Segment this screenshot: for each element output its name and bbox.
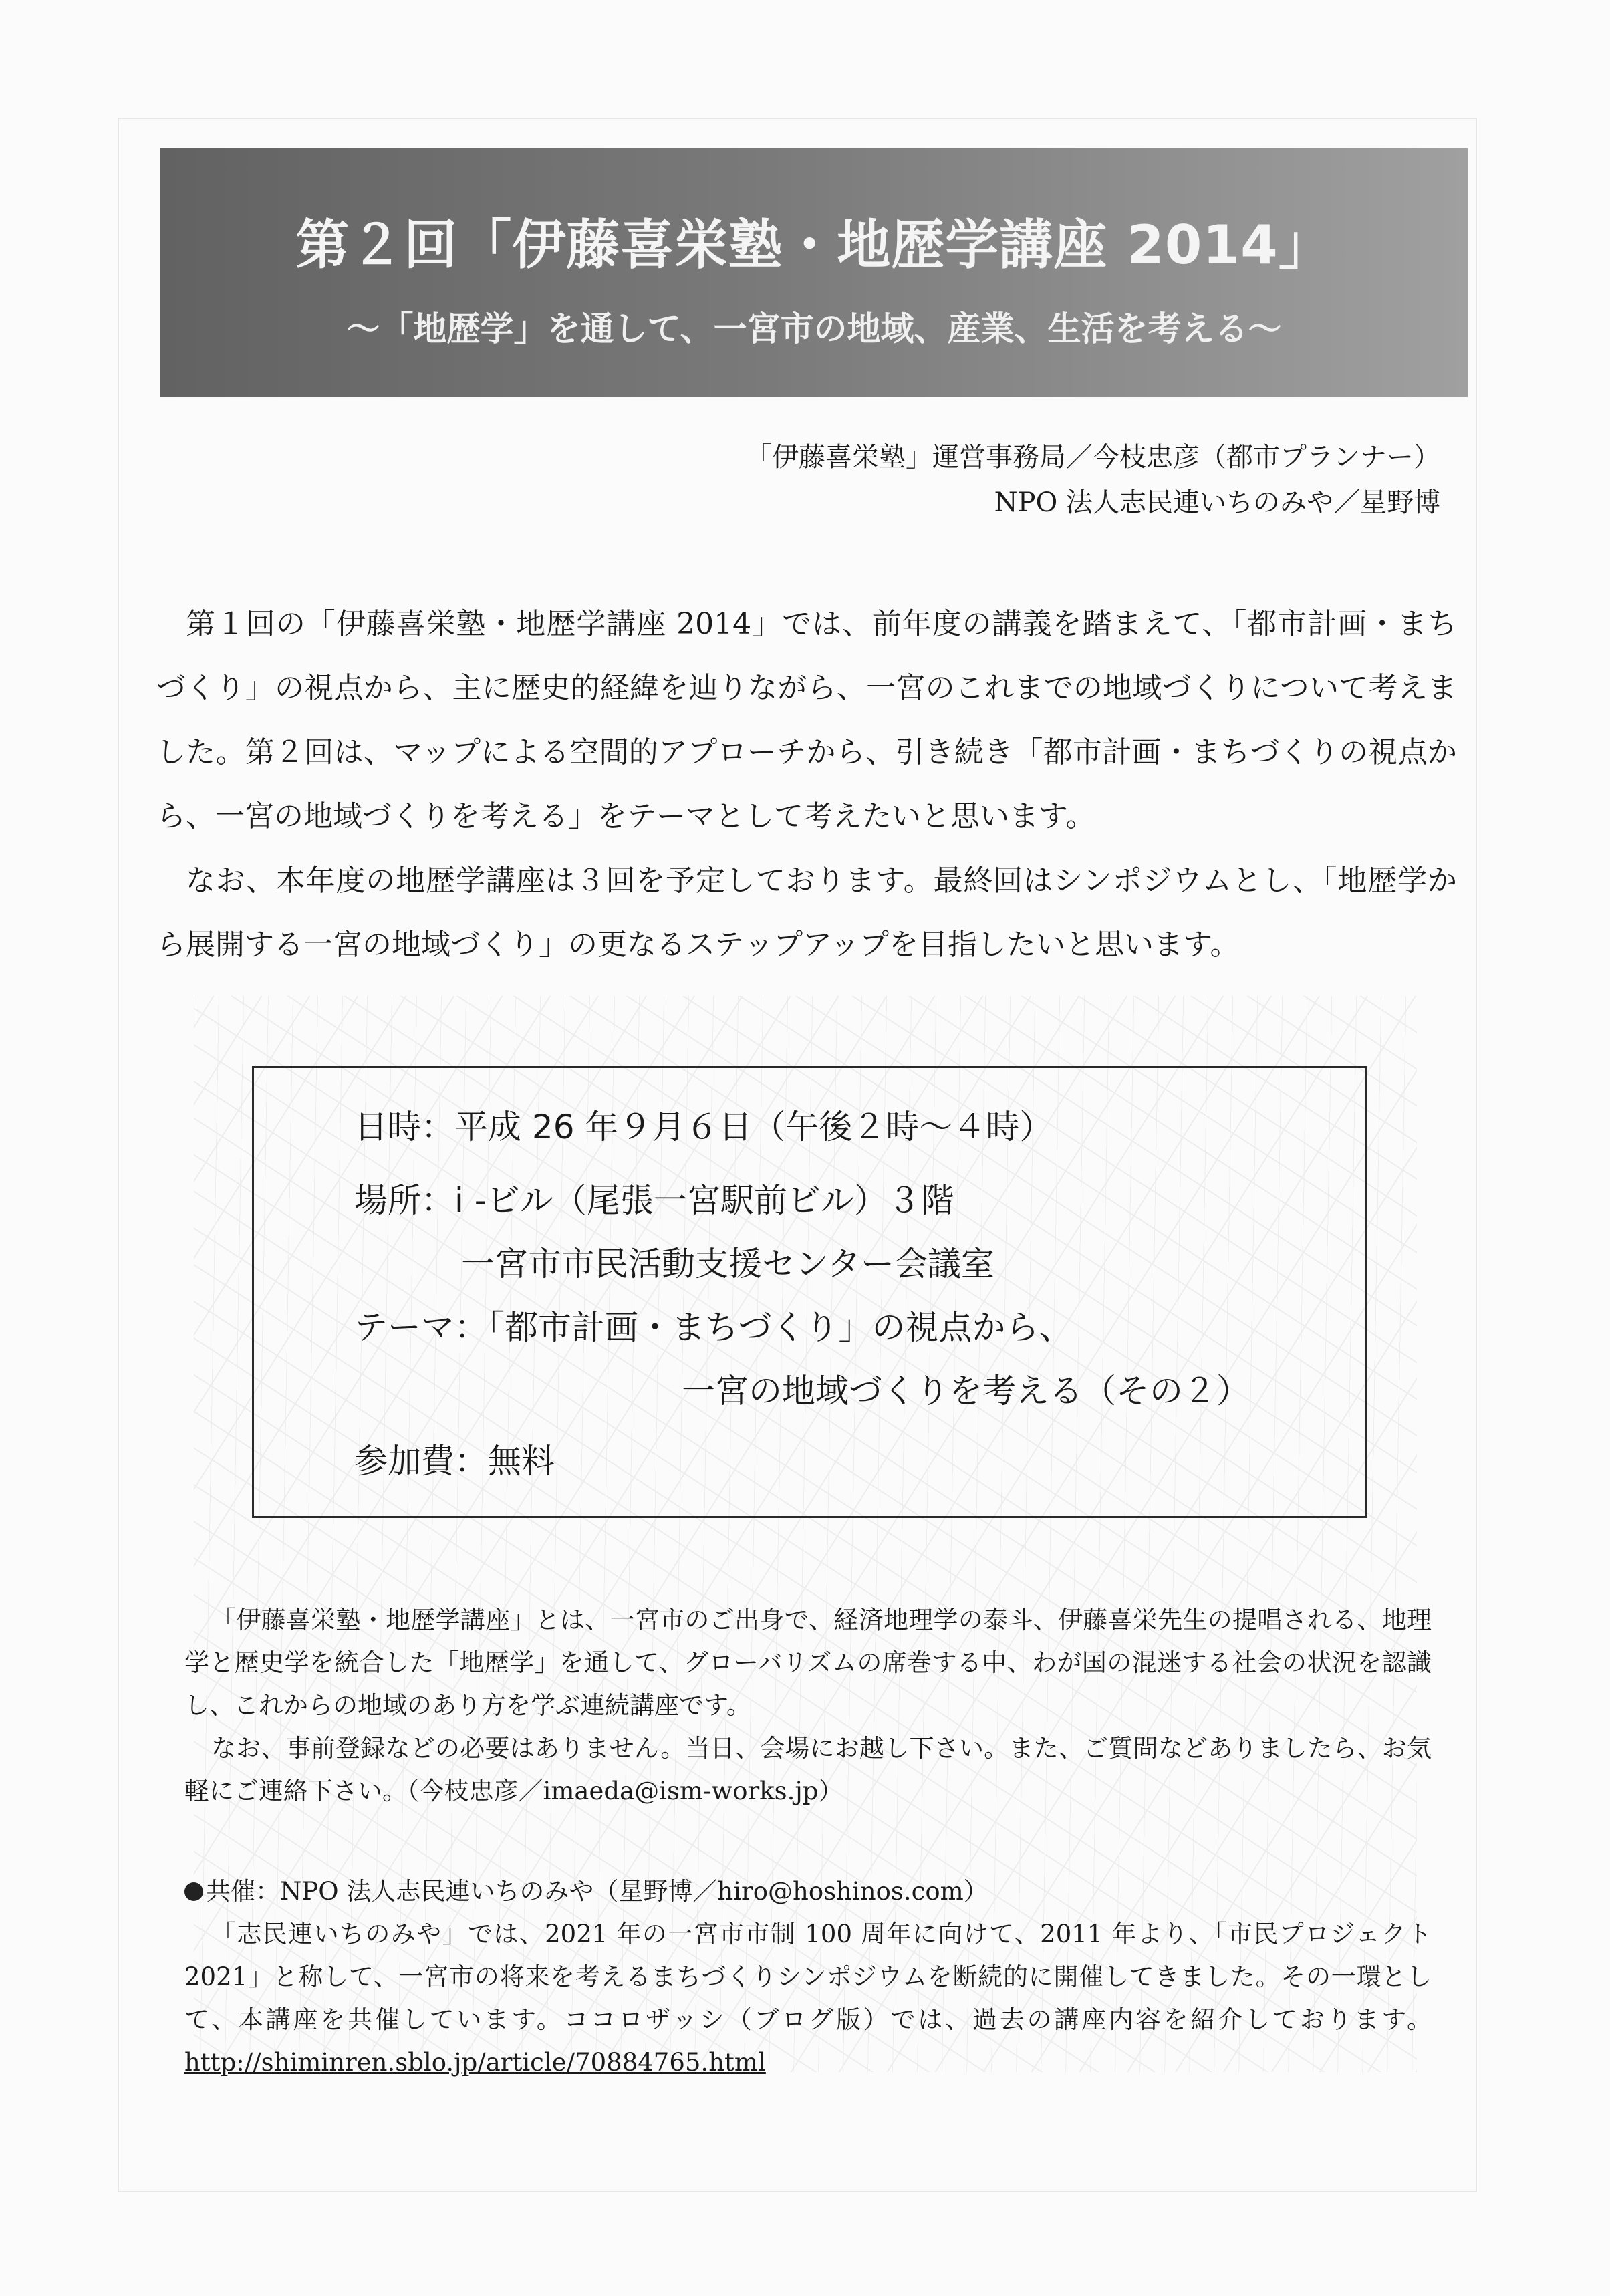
- page-title: 第２回「伊藤喜栄塾・地歴学講座 2014」: [295, 214, 1333, 276]
- title-banner: [160, 148, 1468, 397]
- about-paragraph-1: 「伊藤喜栄塾・地歴学講座」とは、一宮市のご出身で、経済地理学の泰斗、伊藤喜栄先生の提唱される、地理学と歴史学を統合した「地歴学」を通して、グローバリズムの席巻する中、わが国の混迷する社会の状況を認識し、これからの地域のあり方を学ぶ連続講座です。: [184, 1606, 1432, 1720]
- event-theme-continued: 一宮の地域づくりを考える（その２）: [682, 1372, 1250, 1410]
- event-venue: 場所：i -ビル（尾張一宮駅前ビル）３階: [354, 1181, 954, 1220]
- blog-article-link[interactable]: http://shiminren.sblo.jp/article/70884765.html: [184, 2048, 766, 2077]
- event-datetime: 日時：平成 26 年９月６日（午後２時～４時）: [354, 1108, 1053, 1146]
- page-subtitle: ～「地歴学」を通して、一宮市の地域、産業、生活を考える～: [346, 309, 1282, 348]
- event-venue-room: 一宮市市民活動支援センター会議室: [461, 1245, 994, 1283]
- cosponsor-paragraph-text: 「志民連いちのみや」では、2021 年の一宮市市制 100 周年に向けて、2011 年より、「市民プロジェクト 2021」と称して、一宮市の将来を考えるまちづくりシンポジウムを断続的に開催してきました。その一環として、本講座を共催しています。ココロザッシ（ブログ版）では、過去の講座内容を紹介しております。: [184, 1920, 1432, 2034]
- event-theme: テーマ：「都市計画・まちづくり」の視点から、: [354, 1308, 1073, 1347]
- cosponsor-heading: [184, 1870, 1432, 1913]
- event-details-box: [252, 1066, 1367, 1518]
- author-line-2: NPO 法人志民連いちのみや／星野博: [994, 487, 1440, 518]
- intro-paragraph-1: 第１回の「伊藤喜栄塾・地歴学講座 2014」では、前年度の講義を踏まえて、「都市計画・まちづくり」の視点から、主に歴史的経緯を辿りながら、一宮のこれまでの地域づくりについて考えました。第２回は、マップによる空間的アプローチから、引き続き「都市計画・まちづくりの視点から、一宮の地域づくりを考える」をテーマとして考えたいと思います。: [156, 607, 1457, 834]
- author-line-1: 「伊藤喜栄塾」運営事務局／今枝忠彦（都市プランナー）: [745, 442, 1440, 473]
- intro-paragraph-2: なお、本年度の地歴学講座は３回を予定しております。最終回はシンポジウムとし、「地歴学から展開する一宮の地域づくり」の更なるステップアップを目指したいと思います。: [156, 864, 1457, 962]
- event-fee: 参加費：無料: [354, 1442, 555, 1481]
- cosponsor-heading-text: 共催：NPO 法人志民連いちのみや（星野博／hiro@hoshinos.com）: [206, 1877, 988, 1906]
- bullet-icon: [184, 1882, 203, 1901]
- about-paragraph-2: なお、事前登録などの必要はありません。当日、会場にお越し下さい。また、ご質問などありましたら、お気軽にご連絡下さい。（今枝忠彦／imaeda@ism-works.jp）: [184, 1734, 1432, 1805]
- cosponsor-paragraph: [184, 1913, 1432, 2084]
